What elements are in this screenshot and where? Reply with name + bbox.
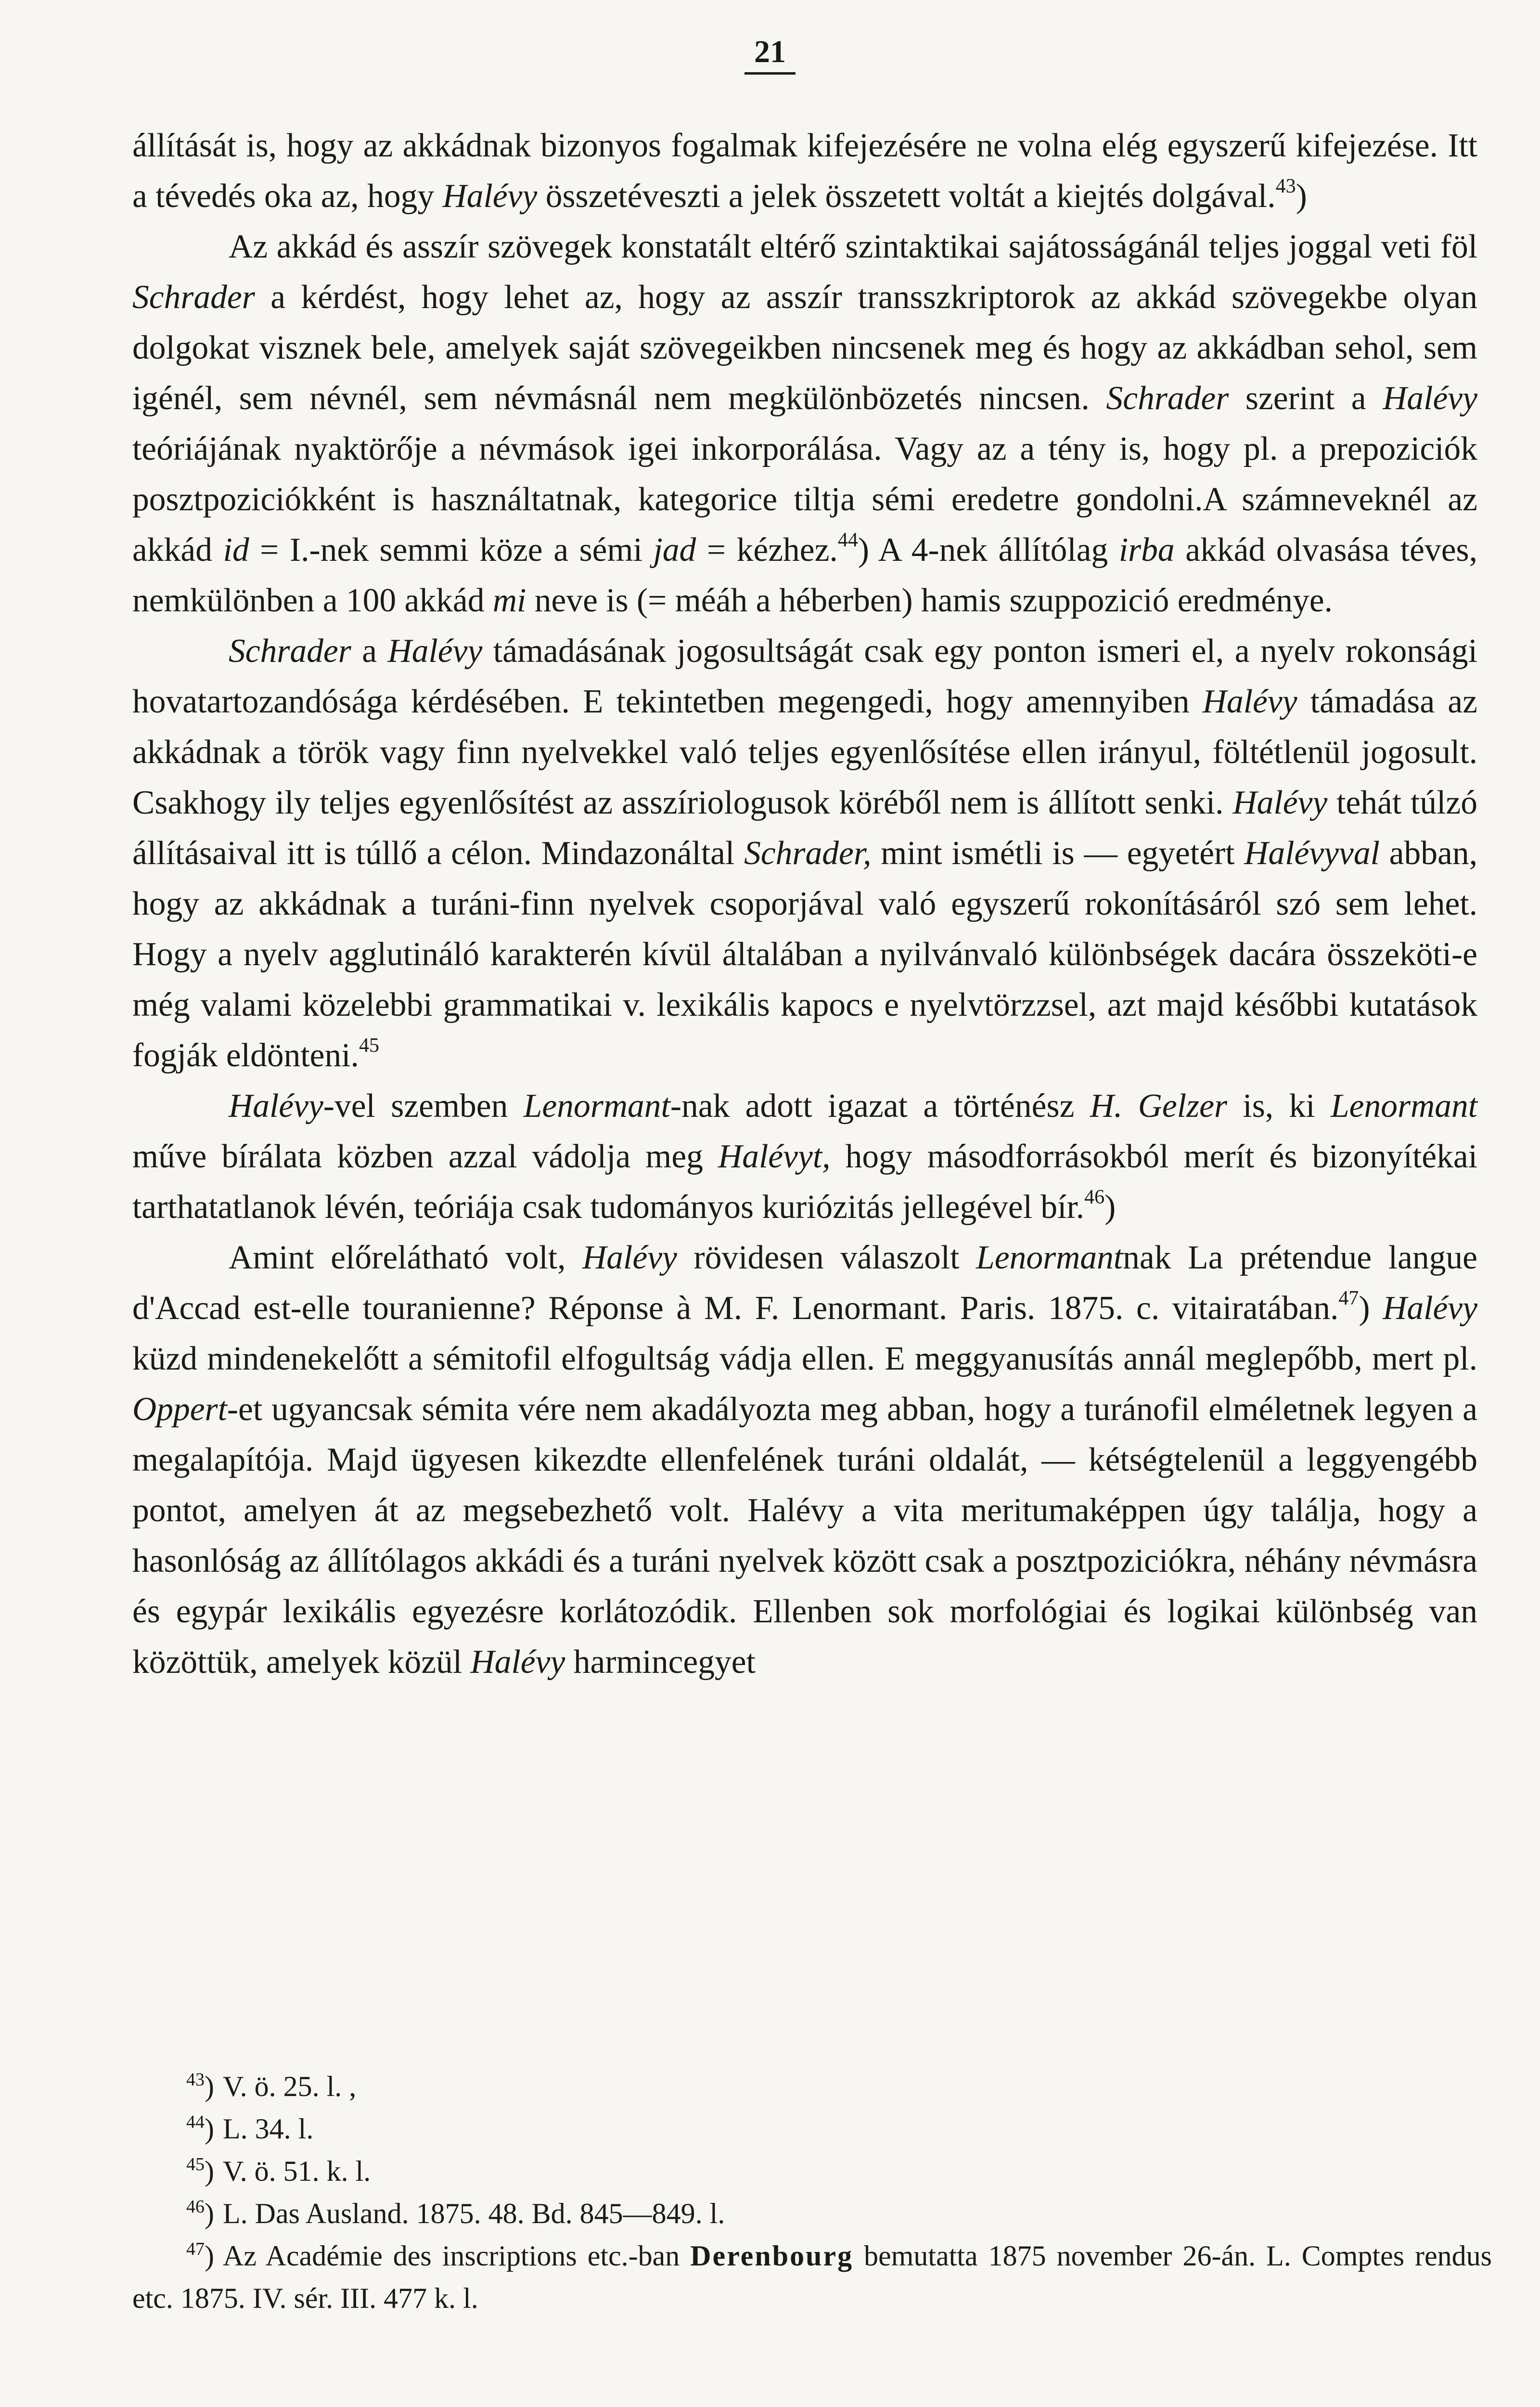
- footnote-author-name: Derenbourg: [690, 2240, 854, 2272]
- text-run: műve bírálata közben azzal vádolja meg: [132, 1138, 719, 1175]
- paragraph: [132, 1232, 1477, 1687]
- footnote-reference: 43: [1275, 175, 1296, 197]
- italic-name: Halévy: [1383, 380, 1477, 417]
- italic-name: mi: [492, 582, 526, 619]
- text-run: támadásának jogosultságát csak egy ponton ismeri el, a nyelv rokonsági hovatartozandósága kérdésében. E tekintetben megengedi, hogy amennyiben: [132, 633, 1477, 720]
- text-run: küzd mindenekelőtt a sémitofil elfogultság vádja ellen. E meggyanusítás annál meglepőbb, mert pl.: [132, 1340, 1477, 1377]
- footnotes: [132, 2065, 1492, 2319]
- footnote: [132, 2108, 1492, 2150]
- text-run: összetéveszti a jelek összetett voltát a kiejtés dolgával.: [537, 178, 1276, 215]
- italic-name: H. Gelzer: [1090, 1087, 1228, 1125]
- italic-name: Halévy: [1232, 784, 1328, 821]
- footnote: [132, 2150, 1492, 2192]
- italic-name: Schrader: [1106, 380, 1229, 417]
- footnote-marker: $^{45}$): [186, 2154, 214, 2187]
- paragraph: [132, 1081, 1477, 1232]
- footnote-text: V. ö. 51. k. l.: [223, 2155, 371, 2187]
- italic-name: jad: [653, 531, 696, 569]
- footnote-reference: 46: [1084, 1186, 1105, 1208]
- italic-name: Schrader: [132, 279, 255, 316]
- text-run: teóriájának nyaktörője a névmások igei inkorporálása. Vagy az a tény is, hogy pl. a prepoziciók posztpoziciókként is használtatnak, kategorice tiltja sémi eredetre gondolni.A számneveknél az akkád: [132, 430, 1477, 569]
- italic-name: Lenormant: [1330, 1087, 1477, 1125]
- text-run: ) A 4-nek állítólag: [858, 531, 1119, 569]
- footnote-marker: $^{44}$): [186, 2112, 214, 2145]
- text-run: mint ismétli is — egyetért: [871, 835, 1245, 872]
- italic-name: Halévy: [582, 1239, 677, 1276]
- italic-name: Halévy: [470, 1643, 565, 1681]
- italic-name: id: [223, 531, 249, 569]
- footnote-text: L. 34. l.: [223, 2113, 314, 2145]
- text-run: = I.-nek semmi köze a sémi: [249, 531, 654, 569]
- italic-name: Halévyt,: [718, 1138, 831, 1175]
- text-run: a kérdést, hogy lehet az, hogy az asszír transszkriptorok az akkád szövegekbe olyan dolgokat visznek bele, amelyek saját szövegeikben nincsenek meg és hogy az akkádban sehol, sem igénél, sem névnél, sem névmásnál nem megkülönbözetés nincsen.: [132, 279, 1477, 417]
- italic-name: Oppert: [132, 1391, 227, 1428]
- text-run: -vel szemben: [323, 1087, 524, 1125]
- italic-name: Halévy: [1202, 683, 1297, 720]
- footnote-text: Az Académie des inscriptions etc.-ban: [223, 2240, 691, 2272]
- text-run: ): [1296, 178, 1307, 215]
- footnote-reference: 45: [359, 1035, 379, 1057]
- footnote: [132, 2192, 1492, 2235]
- footnote-text: V. ö. 25. l. ,: [223, 2071, 357, 2102]
- text-run: hogy másodforrásokból merít és bizonyítékai tarthatatlanok lévén, teóriája csak tudományos kuriózitás jellegével bír.: [132, 1138, 1478, 1226]
- text-run: szerint a: [1229, 380, 1383, 417]
- italic-name: irba: [1118, 531, 1175, 569]
- footnote: [132, 2065, 1492, 2108]
- footnote-text: L. Das Ausland. 1875. 48. Bd. 845—849. l.: [223, 2198, 725, 2229]
- italic-name: Halévy: [229, 1087, 323, 1125]
- italic-name: Halévy: [1383, 1290, 1477, 1327]
- text-run: támadása az akkádnak a török vagy finn nyelvekkel való teljes egyenlősítése ellen irányul, föltétlenül jogosult. Csakhogy ily teljes egyenlősítést az asszíriologusok köréből nem is állított senki.: [132, 683, 1478, 821]
- footnote-reference: 47: [1338, 1287, 1359, 1309]
- text-run: abban, hogy az akkádnak a turáni-finn nyelvek csoporjával való egyszerű rokonításáról szó sem lehet. Hogy a nyelv agglutináló karakterén kívül általában a nyilvánvaló különbségek dacára összeköti-e még valami közelebbi grammatikai v. lexikális kapocs e nyelvtörzzsel, azt majd későbbi kutatások fogják eldönteni.: [132, 835, 1477, 1074]
- text-run: nak La prétendue langue d'Accad est-elle touranienne? Réponse à M. F. Lenormant. Paris. 1875. c. vitairatában.: [132, 1239, 1478, 1327]
- italic-name: Halévyval: [1244, 835, 1380, 872]
- text-run: a: [351, 633, 388, 670]
- text-run: ): [1104, 1189, 1116, 1226]
- italic-name: Halévy: [442, 178, 538, 215]
- text-run: neve is (= méáh a héberben) hamis szuppozició eredménye.: [526, 582, 1333, 619]
- footnote-marker: $^{43}$): [186, 2070, 214, 2102]
- text-run: = kézhez.: [696, 531, 838, 569]
- page-number: 21: [0, 34, 1540, 75]
- text-run: Az akkád és asszír szövegek konstatált eltérő szintaktikai sajátosságánál teljes joggal veti föl: [229, 228, 1477, 265]
- italic-name: Lenormant: [523, 1087, 670, 1125]
- text-run: is, ki: [1227, 1087, 1331, 1125]
- italic-name: Halévy: [387, 633, 483, 670]
- paragraph: [132, 626, 1477, 1081]
- paragraph: [132, 221, 1477, 626]
- body-text: [132, 120, 1477, 1687]
- text-run: Amint előrelátható volt,: [229, 1239, 583, 1276]
- text-run: harmincegyet: [565, 1643, 756, 1681]
- footnote: [132, 2235, 1492, 2319]
- footnote-text-continued: bemutatta 1875 november 26-án. L. Comptes rendus etc. 1875. IV. sér. III. 477 k. l.: [132, 2240, 1492, 2314]
- footnote-reference: 44: [837, 529, 858, 551]
- text-run: -nak adott igazat a történész: [670, 1087, 1090, 1125]
- text-run: állítását is, hogy az akkádnak bizonyos fogalmak kifejezésére ne volna elég egyszerű kifejezése. Itt a tévedés oka az, hogy: [132, 127, 1477, 215]
- italic-name: Lenormant: [976, 1239, 1123, 1276]
- paragraph: [132, 120, 1477, 221]
- text-run: akkád olvasása téves, nemkülönben a 100 akkád: [132, 531, 1477, 619]
- italic-name: Schrader: [229, 633, 351, 670]
- text-run: ): [1359, 1290, 1383, 1327]
- footnote-marker: $^{47}$): [186, 2239, 214, 2272]
- footnote-marker: $^{46}$): [186, 2197, 214, 2229]
- italic-name: Schrader,: [744, 835, 872, 872]
- text-run: -et ugyancsak sémita vére nem akadályozta meg abban, hogy a turánofil elméletnek legyen a megalapítója. Majd ügyesen kikezdte ellenfelének turáni oldalát, — kétségtelenül a leggyengébb pontot, amelyen át az megsebezhető volt. Halévy a vita meritumaképpen úgy találja, hogy a hasonlóság az állítólagos akkádi és a turáni nyelvek között csak a posztpoziciókra, néhány névmásra és egypár lexikális egyezésre korlátozódik. Ellenben sok morfológiai és logikai különbség van közöttük, amelyek közül: [132, 1391, 1477, 1681]
- text-run: rövidesen válaszolt: [677, 1239, 976, 1276]
- text-run: tehát túlzó állításaival itt is túllő a célon. Mindazonáltal: [132, 784, 1478, 872]
